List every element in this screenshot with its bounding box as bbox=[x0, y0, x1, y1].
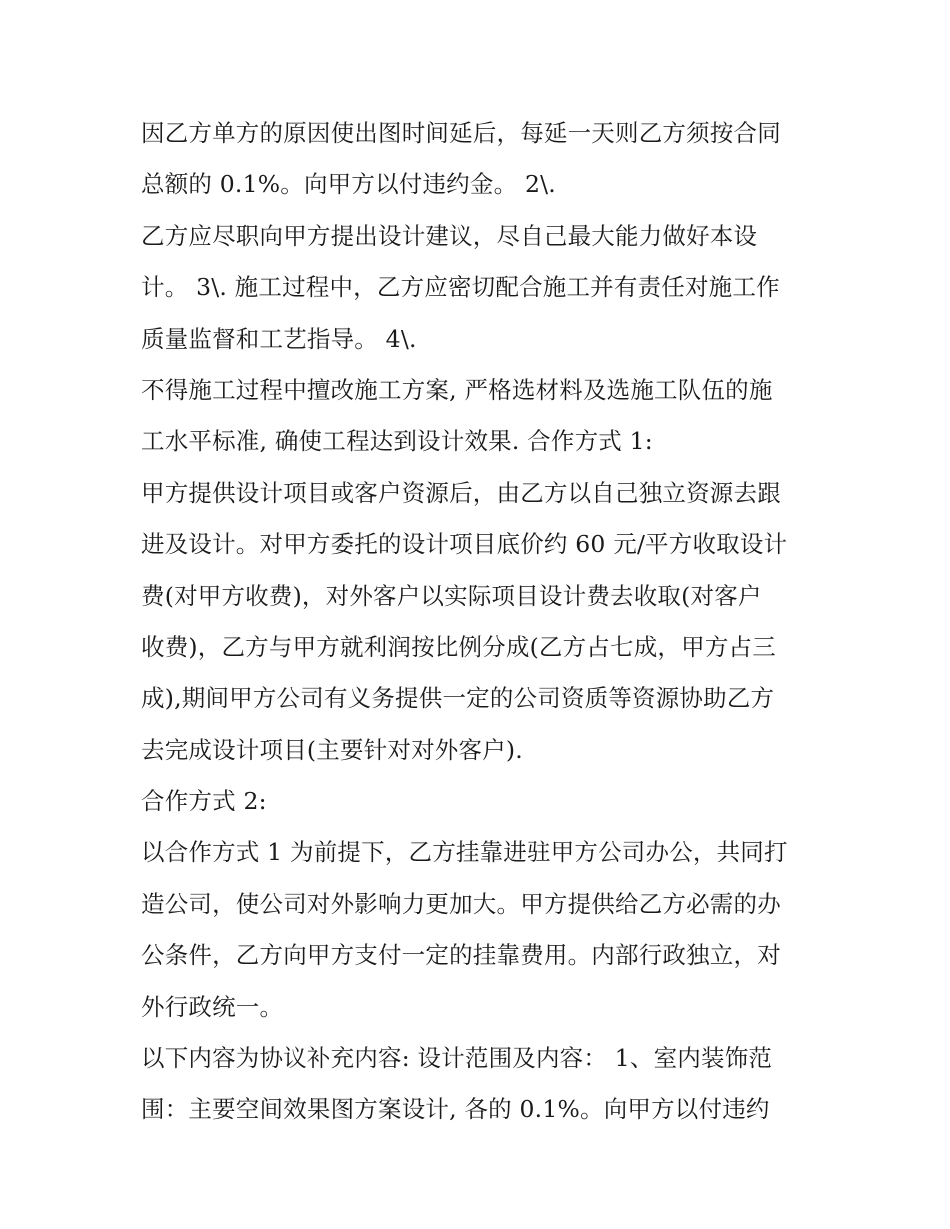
text-line: 公条件，乙方向甲方支付一定的挂靠费用。内部行政独立，对 bbox=[141, 941, 781, 970]
text-line: 计。 3\. 施工过程中，乙方应密切配合施工并有责任对施工作 bbox=[141, 273, 780, 302]
text-line: 去完成设计项目(主要针对对外客户). bbox=[141, 735, 523, 764]
text-line: 外行政统一。 bbox=[141, 992, 284, 1021]
text-line: 甲方提供设计项目或客户资源后，由乙方以自己独立资源去跟 bbox=[141, 478, 781, 507]
text-line: 总额的 0.1%。向甲方以付违约金。 2\. bbox=[141, 170, 556, 199]
text-line: 不得施工过程中擅改施工方案, 严格选材料及选施工队伍的施 bbox=[141, 375, 773, 404]
text-line: 费(对甲方收费)，对外客户以实际项目设计费去收取(对客户 bbox=[141, 581, 762, 610]
text-line: 乙方应尽职向甲方提出设计建议，尽自己最大能力做好本设 bbox=[141, 221, 758, 250]
document-body bbox=[141, 108, 831, 1136]
text-line: 因乙方单方的原因使出图时间延后，每延一天则乙方须按合同 bbox=[141, 119, 781, 147]
text-line: 以下内容为协议补充内容: 设计范围及内容： 1、室内装饰范 bbox=[141, 1044, 773, 1073]
text-line: 合作方式 2: bbox=[141, 787, 267, 816]
text-line: 质量监督和工艺指导。 4\. bbox=[141, 324, 417, 353]
text-line: 以合作方式 1 为前提下，乙方挂靠进驻甲方公司办公，共同打 bbox=[141, 838, 788, 867]
text-line: 工水平标准, 确使工程达到设计效果. 合作方式 1: bbox=[141, 427, 653, 456]
text-line: 成),期间甲方公司有义务提供一定的公司资质等资源协助乙方 bbox=[141, 684, 775, 713]
text-line: 收费)，乙方与甲方就利润按比例分成(乙方占七成，甲方占三 bbox=[141, 632, 776, 661]
text-line: 进及设计。对甲方委托的设计项目底价约 60 元/平方收取设计 bbox=[141, 530, 788, 559]
text-line: 造公司，使公司对外影响力更加大。甲方提供给乙方必需的办 bbox=[141, 889, 781, 918]
text-line: 围：主要空间效果图方案设计, 各的 0.1%。向甲方以付违约 bbox=[141, 1095, 770, 1124]
